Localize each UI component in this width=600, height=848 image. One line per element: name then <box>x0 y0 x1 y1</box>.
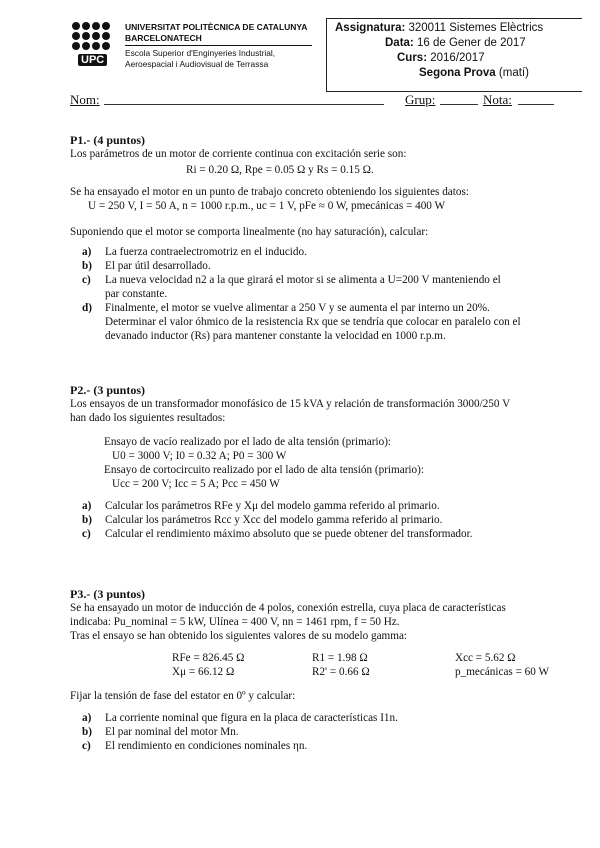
p1-test-values: U = 250 V, I = 50 A, n = 1000 r.p.m., uc = 1 V, pFe ≈ 0 W, pmecánicas = 400 W <box>88 200 446 212</box>
date-label: Data: <box>385 37 414 49</box>
p2-item-b-label: b) <box>82 514 92 526</box>
p3-rfe: RFe = 826.45 Ω <box>172 652 245 664</box>
p3-intro-3: Tras el ensayo se han obtenido los siguientes valores de su modelo gamma: <box>70 630 408 642</box>
p1-item-c-cont: par constante. <box>105 288 168 300</box>
name-label: Nom: <box>70 92 100 107</box>
p1-item-d-cont1: Determinar el valor óhmico de la resistencia Rx que se tendría que colocar en paralelo con el <box>105 316 521 328</box>
p1-params: Ri = 0.20 Ω, Rpe = 0.05 Ω y Rs = 0.15 Ω. <box>186 164 374 176</box>
group-label: Grup: <box>405 92 436 107</box>
logo-dots-icon <box>72 22 110 50</box>
p3-item-c-label: c) <box>82 740 91 752</box>
p2-item-c-label: c) <box>82 528 91 540</box>
p2-intro-2: han dado los siguientes resultados: <box>70 412 226 424</box>
p1-item-d-label: d) <box>82 302 92 314</box>
p3-item-b-label: b) <box>82 726 92 738</box>
subject-label: Assignatura: <box>335 22 406 34</box>
p1-intro: Los parámetros de un motor de corriente continua con excitación serie son: <box>70 148 407 160</box>
p1-item-a-label: a) <box>82 246 92 258</box>
course-value: 2016/2017 <box>430 52 485 64</box>
subject-value: 320011 Sistemes Elèctrics <box>408 22 544 34</box>
p3-xcc: Xcc = 5.62 Ω <box>455 652 516 664</box>
exam-session: (matí) <box>498 67 529 79</box>
p1-item-c: La nueva velocidad n2 a la que girará el motor si se alimenta a U=200 V manteniendo el <box>105 274 501 286</box>
school-divider <box>125 45 312 46</box>
p3-item-a-label: a) <box>82 712 92 724</box>
exam-info-box <box>326 18 582 92</box>
p3-item-b: El par nominal del motor Mn. <box>105 726 239 738</box>
p2-item-b: Calcular los parámetros Rcc y Xcc del modelo gamma referido al primario. <box>105 514 443 526</box>
p2-item-a: Calcular los parámetros RFe y Xμ del modelo gamma referido al primario. <box>105 500 440 512</box>
p3-intro-1: Se ha ensayado un motor de inducción de 4 polos, conexión estrella, cuya placa de características <box>70 602 506 614</box>
upc-logo <box>70 20 118 70</box>
p3-r1: R1 = 1.98 Ω <box>312 652 368 664</box>
p3-item-a: La corriente nominal que figura en la placa de características I1n. <box>105 712 398 724</box>
p1-item-d: Finalmente, el motor se vuelve alimentar a 250 V y se aumenta el par interno un 20%. <box>105 302 490 314</box>
group-field[interactable] <box>440 104 478 105</box>
p2-cc-values: Ucc = 200 V; Icc = 5 A; Pcc = 450 W <box>112 478 280 490</box>
p1-item-b-label: b) <box>82 260 92 272</box>
p3-xmu: Xμ = 66.12 Ω <box>172 666 235 678</box>
p2-cc-title: Ensayo de cortocircuito realizado por el lado de alta tensión (primario): <box>104 464 424 476</box>
grade-field[interactable] <box>518 104 554 105</box>
p1-title: P1.- (4 puntos) <box>70 133 146 147</box>
course-label: Curs: <box>397 52 428 64</box>
date-value: 16 de Gener de 2017 <box>416 37 526 49</box>
logo-text: UPC <box>78 54 107 66</box>
p3-title: P3.- (3 puntos) <box>70 587 146 601</box>
p1-test-intro: Se ha ensayado el motor en un punto de trabajo concreto obteniendo los siguientes datos: <box>70 186 469 198</box>
p2-title: P2.- (3 puntos) <box>70 383 146 397</box>
p2-item-a-label: a) <box>82 500 92 512</box>
p2-vacio-title: Ensayo de vacío realizado por el lado de alta tensión (primario): <box>104 436 392 448</box>
name-field[interactable] <box>104 104 384 105</box>
p3-intro-2: indicaba: Pu_nominal = 5 kW, Ulínea = 400 V, nn = 1461 rpm, f = 50 Hz. <box>70 616 400 628</box>
p1-item-d-cont2: devanado inductor (Rs) para mantener constante la velocidad en 1000 r.p.m. <box>105 330 446 342</box>
p3-r2: R2' = 0.66 Ω <box>312 666 370 678</box>
p3-pmec: p_mecánicas = 60 W <box>455 666 550 678</box>
p3-fix: Fijar la tensión de fase del estator en 0º y calcular: <box>70 690 296 702</box>
school-name-2: Aeroespacial i Audiovisual de Terrassa <box>125 59 269 69</box>
p2-item-c: Calcular el rendimiento máximo absoluto que se puede obtener del transformador. <box>105 528 473 540</box>
p2-vacio-values: U0 = 3000 V; I0 = 0.32 A; P0 = 300 W <box>112 450 287 462</box>
p1-item-a: La fuerza contraelectromotriz en el inducido. <box>105 246 307 258</box>
p1-item-b: El par útil desarrollado. <box>105 260 211 272</box>
exam-name: Segona Prova <box>419 67 496 79</box>
p1-suppose: Suponiendo que el motor se comporta linealmente (no hay saturación), calcular: <box>70 226 429 238</box>
university-subtitle: BARCELONATECH <box>125 33 202 43</box>
university-name: UNIVERSITAT POLITÈCNICA DE CATALUNYA <box>125 22 308 32</box>
p2-intro-1: Los ensayos de un transformador monofásico de 15 kVA y relación de transformación 3000/250 V <box>70 398 511 410</box>
grade-label: Nota: <box>483 92 512 107</box>
school-name-1: Escola Superior d'Enginyeries Industrial, <box>125 48 276 58</box>
p3-item-c: El rendimiento en condiciones nominales ηn. <box>105 740 308 752</box>
p1-item-c-label: c) <box>82 274 91 286</box>
